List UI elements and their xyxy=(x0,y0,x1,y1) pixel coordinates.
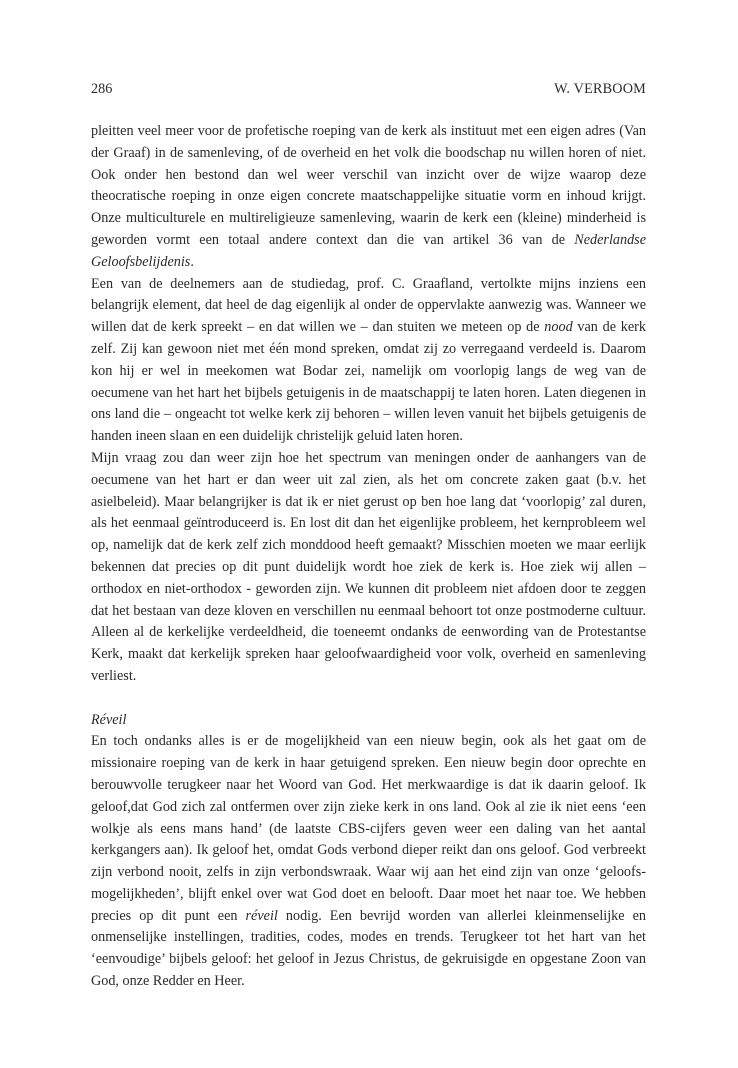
paragraph-4 xyxy=(91,731,646,993)
paragraph-text: van de kerk zelf. Zij kan gewoon niet met één mond spreken, omdat zij zo verregaand verdeeld is. Daarom kon hij er wel in meekomen wat Bodar zei, namelijk om voorlopig langs de weg van de oecumene van het hart het bijbels getuigenis in de maatschappij te laten horen. Laten diegenen in ons land die – ongeacht tot welke kerk zij behoren – willen leven vanuit het bijbels getuigenis de handen ineen slaan en een duidelijk christelijk geluid laten horen. xyxy=(91,319,646,445)
paragraph-1 xyxy=(91,121,646,274)
paragraph-text: . xyxy=(190,253,194,270)
section-heading: Réveil xyxy=(91,711,127,728)
running-head: W. VERBOOM xyxy=(554,81,646,97)
paragraph-text: pleitten veel meer voor de profetische roeping van de kerk als instituut met een eigen adres (Van der Graaf) in de samenleving, of de overheid en het volk die boodschap nu willen horen of niet. Ook onder hen bestond dan wel weer verschil van inzicht over de wijze waarop deze theocratische roeping in onze eigen concrete maatschappelijke situatie vorm en inhoud krijgt. Onze multiculturele en multireligieuze samenleving, waarin de kerk een (kleine) minderheid is geworden vormt een totaal andere context dan die van artikel 36 van de xyxy=(91,123,646,248)
page-number: 286 xyxy=(91,81,113,97)
paragraph-2 xyxy=(91,274,646,448)
body-text xyxy=(91,121,646,993)
italic-title: Nederlandse Geloofsbelijdenis xyxy=(91,231,646,270)
italic-word: réveil xyxy=(245,907,278,924)
paragraph-text: Een van de deelnemers aan de studiedag, prof. C. Graafland, vertolkte mijns inziens een belangrijk element, dat heel de dag eigenlijk al onder de oppervlakte aanwezig was. Wanneer we willen dat de kerk spreekt – en dat willen we – dan stuiten we meteen op de xyxy=(91,275,646,336)
paragraph-text: Mijn vraag zou dan weer zijn hoe het spectrum van meningen onder de aanhangers van de oecumene van het hart er dan weer uit zal zien, als het om concrete zaken gaat (b.v. het asielbeleid). Maar belangrijker is dat ik er niet gerust op ben hoe lang dat ‘voorlopig’ zal duren, als het eenmaal geïntroduceerd is. En lost dit dan het eigenlijke probleem, het kernprobleem wel op, namelijk dat de kerk zelf zich monddood heeft gemaakt? Misschien moeten we maar eerlijk bekennen dat precies op dit punt duidelijk wordt hoe ziek de kerk is. Hoe ziek wij allen – orthodox en niet-orthodox - geworden zijn. We kunnen dit probleem niet afdoen door te zeggen dat het bestaan van deze kloven en verschillen nu eenmaal behoort tot onze postmoderne cultuur. Alleen al de kerkelijke verdeeldheid, die toeneemt ondanks de eenwording van de Protestantse Kerk, maakt dat kerkelijk spreken haar geloofwaardigheid voor volk, overheid en samenleving verliest. xyxy=(91,449,646,684)
paragraph-3 xyxy=(91,448,646,688)
italic-word: nood xyxy=(544,319,573,336)
section-spacer xyxy=(91,688,646,710)
paragraph-text: En toch ondanks alles is er de mogelijkheid van een nieuw begin, ook als het gaat om de missionaire roeping van de kerk in haar getuigend spreken. Een nieuw begin door oprechte en berouwvolle terugkeer naar het Woord van God. Het merkwaardige is dat ik daarin geloof. Ik geloof,dat God zich zal ontfermen over zijn zieke kerk in ons land. Ook al zie ik niet eens ‘een wolkje als eens mans hand’ (de laatste CBS-cijfers geven weer een daling van het aantal kerkgangers aan). Ik geloof het, omdat Gods verbond dieper reikt dan ons geloof. God verbreekt zijn verbond nooit, zelfs in zijn verbondswraak. Waar wij aan het eind zijn van onze ‘geloofs-mogelijkheden’, blijft enkel over wat God doet en belooft. Daar moet het naar toe. We hebben precies op dit punt een xyxy=(91,733,646,924)
paragraph-text: nodig. Een bevrijd worden van allerlei kleinmenselijke en onmenselijke instellingen, tradities, codes, modes en trends. Terugkeer tot het hart van het ‘eenvoudige’ bijbels geloof: het geloof in Jezus Christus, de gekruisigde en opgestane Zoon van God, onze Redder en Heer. xyxy=(91,907,647,990)
